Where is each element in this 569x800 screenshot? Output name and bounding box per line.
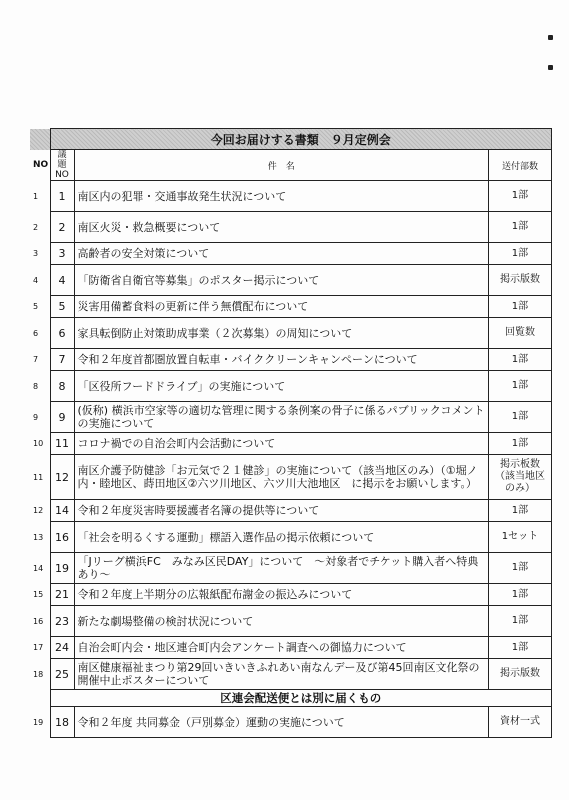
table-row <box>30 707 552 738</box>
row-giday: 7 <box>50 349 74 371</box>
table-row <box>30 371 552 402</box>
row-no: 10 <box>30 433 50 455</box>
row-giday: 25 <box>50 659 74 690</box>
row-dept: 掲示板数（該当地区のみ） <box>488 455 551 500</box>
row-no: 19 <box>30 707 50 738</box>
table-row <box>30 296 552 318</box>
row-dept: 1部 <box>488 349 551 371</box>
table-row <box>30 637 552 659</box>
row-giday: 23 <box>50 606 74 637</box>
row-no: 14 <box>30 553 50 584</box>
row-name: 自治会町内会・地区連合町内会アンケート調査への御協力について <box>74 637 488 659</box>
table-row <box>30 402 552 433</box>
row-dept: 1部 <box>488 606 551 637</box>
row-dept: 1部 <box>488 500 551 522</box>
row-giday: 3 <box>50 243 74 265</box>
row-name: 南区火災・救急概要について <box>74 212 488 243</box>
row-dept: 回覧数 <box>488 318 551 349</box>
row-giday: 11 <box>50 433 74 455</box>
table-row <box>30 455 552 500</box>
row-no: 18 <box>30 659 50 690</box>
row-giday: 4 <box>50 265 74 296</box>
row-name: 「社会を明るくする運動」標語入選作品の掲示依頼について <box>74 522 488 553</box>
row-dept: 1部 <box>488 181 551 212</box>
row-name: 南区介護予防健診「お元気で２１健診」の実施について（該当地区のみ）（①堀ノ内・睦地区、蒔田地区②六ツ川地区、六ツ川大池地区 に掲示をお願いします。） <box>74 455 488 500</box>
row-name: 家具転倒防止対策助成事業（２次募集）の周知について <box>74 318 488 349</box>
table-row <box>30 606 552 637</box>
document-table <box>30 128 552 738</box>
row-giday: 2 <box>50 212 74 243</box>
table-row <box>30 349 552 371</box>
row-name: 南区健康福祉まつり第29回いきいきふれあい南なんデー及び第45回南区文化祭の開催中止ポスターについて <box>74 659 488 690</box>
row-dept: 掲示版数 <box>488 265 551 296</box>
row-name: 南区内の犯罪・交通事故発生状況について <box>74 181 488 212</box>
row-giday: 24 <box>50 637 74 659</box>
title-row <box>30 129 552 150</box>
row-giday: 18 <box>50 707 74 738</box>
row-dept: 1部 <box>488 584 551 606</box>
row-no: 8 <box>30 371 50 402</box>
table-row <box>30 553 552 584</box>
row-dept: 資材一式 <box>488 707 551 738</box>
row-no: 11 <box>30 455 50 500</box>
row-dept: 1部 <box>488 553 551 584</box>
row-dept: 1セット <box>488 522 551 553</box>
row-name: 令和２年度上半期分の広報紙配布謝金の振込みについて <box>74 584 488 606</box>
header-name: 件 名 <box>74 150 488 181</box>
row-giday: 1 <box>50 181 74 212</box>
table-row <box>30 243 552 265</box>
table-row <box>30 265 552 296</box>
row-dept: 1部 <box>488 402 551 433</box>
row-name: 令和２年度 共同募金（戸別募金）運動の実施について <box>74 707 488 738</box>
row-giday: 16 <box>50 522 74 553</box>
row-no: 13 <box>30 522 50 553</box>
table-row <box>30 522 552 553</box>
punch-hole-mark <box>548 35 553 40</box>
table-row <box>30 659 552 690</box>
row-giday: 21 <box>50 584 74 606</box>
row-no: 7 <box>30 349 50 371</box>
table-row <box>30 433 552 455</box>
row-no: 5 <box>30 296 50 318</box>
row-no: 17 <box>30 637 50 659</box>
row-giday: 19 <box>50 553 74 584</box>
table-row <box>30 212 552 243</box>
header-row <box>30 150 552 181</box>
separator-row <box>30 690 552 707</box>
row-no: 9 <box>30 402 50 433</box>
row-giday: 8 <box>50 371 74 402</box>
row-dept: 1部 <box>488 296 551 318</box>
row-no: 16 <box>30 606 50 637</box>
row-giday: 12 <box>50 455 74 500</box>
row-giday: 9 <box>50 402 74 433</box>
document-title: 今回お届けする書類 ９月定例会 <box>50 129 552 150</box>
table-row <box>30 181 552 212</box>
row-name: 「区役所フードドライブ」の実施について <box>74 371 488 402</box>
row-name: 「Jリーグ横浜FC みなみ区民DAY」について ～対象者でチケット購入者へ特典あり～ <box>74 553 488 584</box>
row-dept: 1部 <box>488 637 551 659</box>
row-dept: 掲示版数 <box>488 659 551 690</box>
row-no: 6 <box>30 318 50 349</box>
row-name: 「防衛省自衛官等募集」のポスター掲示について <box>74 265 488 296</box>
separator-label: 区連会配送便とは別に届くもの <box>50 690 552 707</box>
row-name: 令和２年度首都圏放置自転車・バイククリーンキャンペーンについて <box>74 349 488 371</box>
row-dept: 1部 <box>488 371 551 402</box>
row-name: 高齢者の安全対策について <box>74 243 488 265</box>
row-giday: 5 <box>50 296 74 318</box>
table-row <box>30 500 552 522</box>
header-dept: 送付部数 <box>488 150 551 181</box>
row-no: 15 <box>30 584 50 606</box>
punch-hole-mark <box>548 65 553 70</box>
row-no: 2 <box>30 212 50 243</box>
row-name: コロナ禍での自治会町内会活動について <box>74 433 488 455</box>
header-no: NO <box>30 150 50 181</box>
row-giday: 6 <box>50 318 74 349</box>
row-dept: 1部 <box>488 433 551 455</box>
table-row <box>30 318 552 349</box>
row-name: 新たな劇場整備の検討状況について <box>74 606 488 637</box>
row-name: 令和２年度災害時要援護者名簿の提供等について <box>74 500 488 522</box>
header-giday: 議題NO <box>50 150 74 181</box>
table-row <box>30 584 552 606</box>
row-no: 1 <box>30 181 50 212</box>
row-name: (仮称) 横浜市空家等の適切な管理に関する条例案の骨子に係るパブリックコメントの実施について <box>74 402 488 433</box>
row-no: 4 <box>30 265 50 296</box>
row-giday: 14 <box>50 500 74 522</box>
row-dept: 1部 <box>488 212 551 243</box>
row-no: 3 <box>30 243 50 265</box>
row-no: 12 <box>30 500 50 522</box>
row-name: 災害用備蓄食料の更新に伴う無償配布について <box>74 296 488 318</box>
row-dept: 1部 <box>488 243 551 265</box>
